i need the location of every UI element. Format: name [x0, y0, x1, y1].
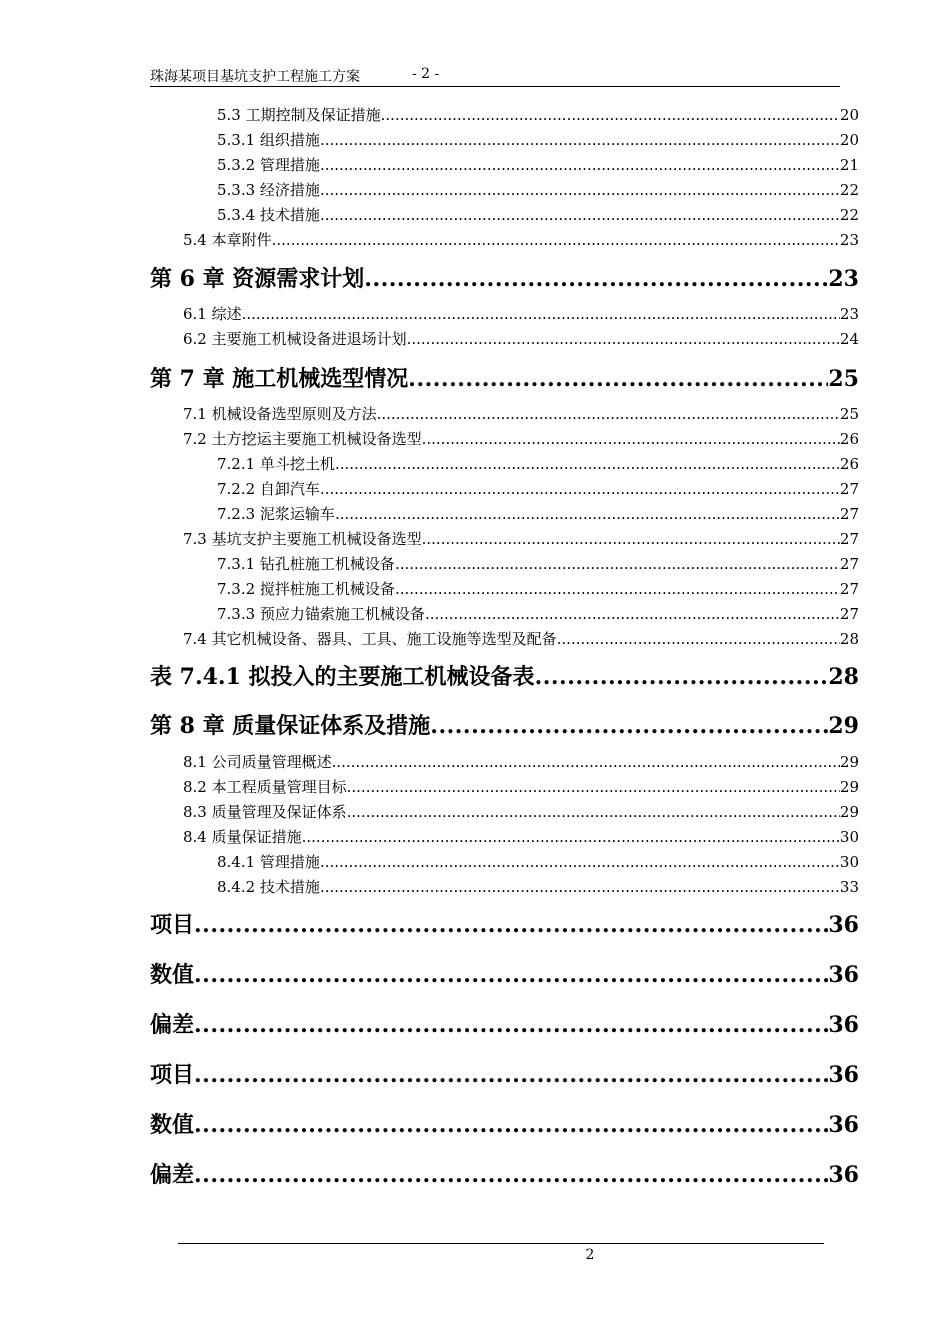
toc-entry-label: 8.1 公司质量管理概述 — [183, 753, 332, 771]
toc-entry-label: 偏差 — [150, 1012, 195, 1038]
toc-entry[interactable] — [150, 660, 859, 690]
toc-entry-label: 8.3 质量管理及保证体系 — [183, 803, 347, 821]
toc-leader-dots — [302, 828, 840, 846]
toc-entry-label: 第 6 章 资源需求计划 — [150, 266, 365, 292]
toc-entry-page: 28 — [828, 664, 859, 690]
toc-entry-page: 24 — [839, 330, 859, 348]
toc-entry-page: 27 — [839, 530, 859, 548]
toc-entry-page: 30 — [839, 853, 859, 871]
footer-divider — [178, 1243, 824, 1244]
toc-entry[interactable] — [217, 104, 859, 124]
toc-entry-label: 7.2.3 泥浆运输车 — [217, 505, 335, 523]
toc-entry[interactable] — [217, 851, 859, 871]
toc-entry[interactable] — [183, 751, 859, 771]
toc-entry-label: 8.4 质量保证措施 — [183, 828, 302, 846]
footer-page-number: 2 — [585, 1247, 595, 1263]
toc-leader-dots — [422, 430, 840, 448]
toc-entry-label: 5.3.4 技术措施 — [217, 206, 320, 224]
toc-entry-page: 20 — [839, 131, 859, 149]
toc-entry-label: 项目 — [150, 1062, 195, 1088]
toc-leader-dots — [381, 106, 840, 124]
toc-entry-page: 29 — [839, 778, 859, 796]
toc-leader-dots — [347, 803, 840, 821]
toc-entry-label: 7.2.2 自卸汽车 — [217, 480, 320, 498]
toc-entry[interactable] — [150, 958, 859, 988]
toc-entry-label: 7.3.1 钻孔桩施工机械设备 — [217, 555, 395, 573]
toc-entry-page: 26 — [839, 430, 859, 448]
toc-leader-dots — [407, 330, 840, 348]
toc-entry-label: 7.3.2 搅拌桩施工机械设备 — [217, 580, 395, 598]
toc-entry[interactable] — [150, 262, 859, 292]
toc-entry[interactable] — [217, 578, 859, 598]
toc-entry[interactable] — [217, 503, 859, 523]
toc-entry-page: 27 — [839, 480, 859, 498]
toc-leader-dots — [430, 713, 828, 739]
toc-entry-label: 6.1 综述 — [183, 305, 242, 323]
toc-leader-dots — [332, 753, 840, 771]
toc-entry[interactable] — [183, 328, 859, 348]
toc-entry[interactable] — [217, 453, 859, 473]
toc-leader-dots — [364, 266, 828, 292]
toc-leader-dots — [242, 305, 840, 323]
toc-entry-label: 5.4 本章附件 — [183, 231, 272, 249]
page-header — [150, 64, 840, 87]
toc-entry-page: 25 — [828, 366, 859, 392]
toc-entry-page: 28 — [839, 630, 859, 648]
toc-entry-page: 29 — [839, 753, 859, 771]
toc-entry[interactable] — [217, 603, 859, 623]
toc-leader-dots — [557, 630, 840, 648]
toc-leader-dots — [320, 206, 840, 224]
toc-entry[interactable] — [150, 1158, 859, 1188]
toc-leader-dots — [347, 778, 840, 796]
toc-leader-dots — [395, 580, 840, 598]
toc-entry-label: 表 7.4.1 拟投入的主要施工机械设备表 — [150, 664, 535, 690]
toc-leader-dots — [194, 1012, 828, 1038]
toc-entry[interactable] — [150, 1108, 859, 1138]
toc-entry[interactable] — [150, 709, 859, 739]
toc-entry-page: 30 — [839, 828, 859, 846]
header-page-marker: - 2 - — [412, 66, 440, 82]
toc-entry-page: 25 — [839, 405, 859, 423]
toc-entry-label: 第 8 章 质量保证体系及措施 — [150, 713, 431, 739]
toc-entry-label: 7.1 机械设备选型原则及方法 — [183, 405, 377, 423]
toc-entry-page: 33 — [839, 878, 859, 896]
toc-entry-page: 27 — [839, 605, 859, 623]
toc-entry[interactable] — [183, 826, 859, 846]
toc-entry-label: 数值 — [150, 962, 195, 988]
toc-entry-label: 7.3 基坑支护主要施工机械设备选型 — [183, 530, 422, 548]
toc-leader-dots — [335, 505, 840, 523]
toc-entry-page: 36 — [828, 1162, 859, 1188]
toc-entry-page: 29 — [839, 803, 859, 821]
toc-entry-page: 36 — [828, 962, 859, 988]
toc-leader-dots — [425, 605, 840, 623]
toc-entry-label: 第 7 章 施工机械选型情况 — [150, 366, 409, 392]
toc-entry-label: 5.3.1 组织措施 — [217, 131, 320, 149]
toc-entry[interactable] — [183, 528, 859, 548]
toc-entry-label: 5.3.3 经济措施 — [217, 181, 320, 199]
toc-entry[interactable] — [150, 908, 859, 938]
toc-leader-dots — [377, 405, 840, 423]
toc-entry[interactable] — [183, 428, 859, 448]
toc-entry[interactable] — [183, 801, 859, 821]
toc-leader-dots — [194, 1162, 828, 1188]
toc-entry-label: 项目 — [150, 912, 195, 938]
toc-entry-page: 21 — [839, 156, 859, 174]
toc-leader-dots — [320, 181, 840, 199]
toc-entry[interactable] — [217, 129, 859, 149]
toc-leader-dots — [320, 131, 840, 149]
toc-entry-label: 5.3 工期控制及保证措施 — [217, 106, 381, 124]
toc-entry[interactable] — [217, 876, 859, 896]
toc-entry-page: 23 — [839, 231, 859, 249]
toc-leader-dots — [408, 366, 828, 392]
toc-leader-dots — [335, 455, 840, 473]
toc-entry[interactable] — [183, 229, 859, 249]
toc-entry-page: 23 — [828, 266, 859, 292]
toc-entry-page: 22 — [839, 181, 859, 199]
toc-entry-page: 29 — [828, 713, 859, 739]
toc-leader-dots — [320, 480, 840, 498]
toc-entry[interactable] — [183, 628, 859, 648]
toc-leader-dots — [272, 231, 840, 249]
toc-leader-dots — [194, 1112, 828, 1138]
toc-entry-page: 36 — [828, 1112, 859, 1138]
toc-entry-page: 23 — [839, 305, 859, 323]
toc-entry-label: 8.4.2 技术措施 — [217, 878, 320, 896]
header-title: 珠海某项目基坑支护工程施工方案 — [150, 69, 360, 85]
toc-entry[interactable] — [217, 154, 859, 174]
toc-leader-dots — [395, 555, 840, 573]
toc-leader-dots — [320, 878, 840, 896]
toc-entry[interactable] — [217, 204, 859, 224]
toc-entry-label: 7.2.1 单斗挖土机 — [217, 455, 335, 473]
toc-entry[interactable] — [183, 303, 859, 323]
toc-entry-label: 7.2 土方挖运主要施工机械设备选型 — [183, 430, 422, 448]
toc-entry[interactable] — [150, 1058, 859, 1088]
toc-leader-dots — [535, 664, 829, 690]
toc-leader-dots — [320, 156, 840, 174]
toc-entry-label: 7.3.3 预应力锚索施工机械设备 — [217, 605, 425, 623]
toc-entry-page: 26 — [839, 455, 859, 473]
toc-entry[interactable] — [217, 478, 859, 498]
toc-leader-dots — [422, 530, 840, 548]
toc-entry[interactable] — [150, 1008, 859, 1038]
toc-entry-label: 数值 — [150, 1112, 195, 1138]
toc-entry-label: 8.4.1 管理措施 — [217, 853, 320, 871]
toc-entry[interactable] — [183, 403, 859, 423]
toc-entry-page: 36 — [828, 1062, 859, 1088]
toc-entry-page: 27 — [839, 580, 859, 598]
toc-entry-page: 36 — [828, 1012, 859, 1038]
toc-entry-page: 20 — [839, 106, 859, 124]
toc-entry-label: 7.4 其它机械设备、器具、工具、施工设施等选型及配备 — [183, 630, 557, 648]
toc-leader-dots — [194, 1062, 828, 1088]
toc-entry-label: 偏差 — [150, 1162, 195, 1188]
toc-entry-page: 36 — [828, 912, 859, 938]
toc-entry[interactable] — [217, 553, 859, 573]
toc-entry[interactable] — [183, 776, 859, 796]
toc-leader-dots — [194, 912, 828, 938]
toc-entry[interactable] — [217, 179, 859, 199]
toc-leader-dots — [194, 962, 828, 988]
toc-entry-label: 8.2 本工程质量管理目标 — [183, 778, 347, 796]
toc-entry-page: 27 — [839, 505, 859, 523]
toc-entry-page: 22 — [839, 206, 859, 224]
toc-entry[interactable] — [150, 362, 859, 392]
toc-entry-page: 27 — [839, 555, 859, 573]
toc-entry-label: 5.3.2 管理措施 — [217, 156, 320, 174]
toc-leader-dots — [320, 853, 840, 871]
toc-entry-label: 6.2 主要施工机械设备进退场计划 — [183, 330, 407, 348]
